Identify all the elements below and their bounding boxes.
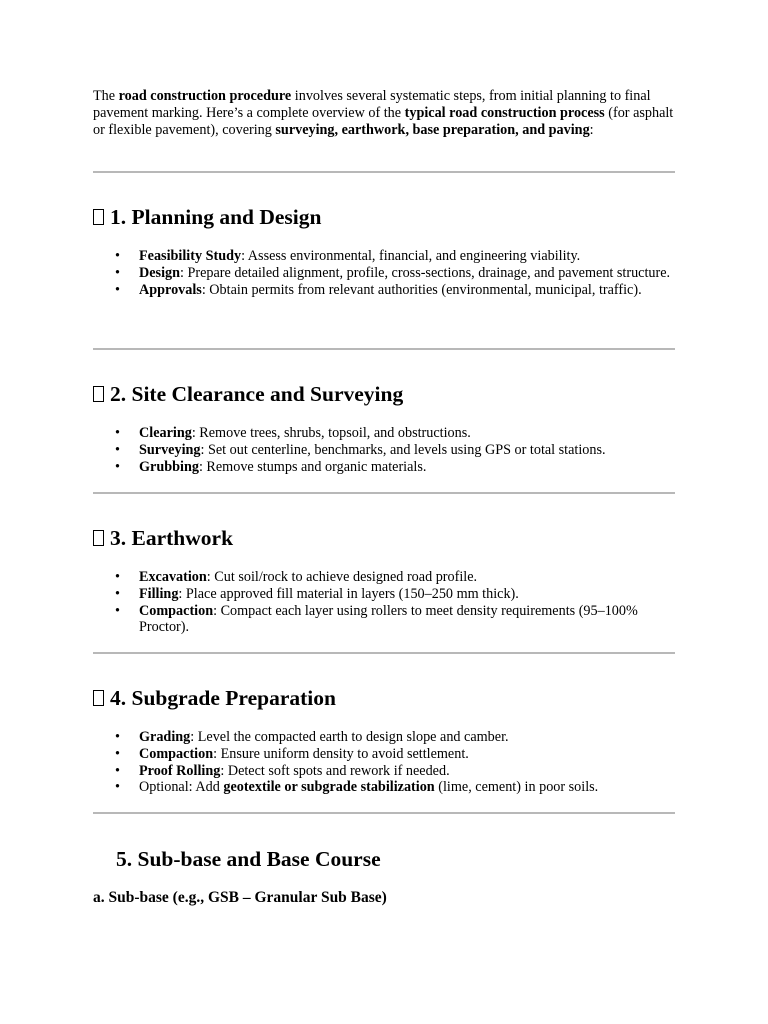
divider bbox=[93, 348, 675, 350]
item-text: : Place approved fill material in layers (150–250 mm thick). bbox=[178, 585, 519, 602]
section-heading-subgrade bbox=[93, 685, 336, 711]
item-text: : Prepare detailed alignment, profile, cross-sections, drainage, and pavement structure. bbox=[180, 264, 671, 281]
item-term: Feasibility Study bbox=[139, 248, 242, 264]
item-text: : Remove trees, shrubs, topsoil, and obstructions. bbox=[191, 425, 471, 441]
section-list-clearance bbox=[93, 425, 679, 475]
list-item bbox=[139, 265, 679, 282]
intro-text: : bbox=[589, 122, 594, 138]
item-term: Compaction bbox=[139, 602, 214, 619]
item-term: Grading bbox=[139, 729, 191, 745]
section-title: 3. Earthwork bbox=[110, 526, 234, 550]
divider bbox=[93, 652, 675, 654]
divider bbox=[93, 812, 675, 814]
intro-paragraph bbox=[93, 88, 678, 139]
section-heading-clearance bbox=[93, 381, 403, 407]
item-text: : Detect soft spots and rework if needed. bbox=[220, 762, 450, 779]
list-item bbox=[139, 569, 679, 586]
missing-glyph-icon bbox=[93, 530, 104, 546]
item-text: : Assess environmental, financial, and engineering viability. bbox=[241, 248, 581, 264]
list-item bbox=[139, 586, 679, 603]
item-term: Clearing bbox=[139, 425, 192, 441]
intro-text: (for asphalt or flexible pavement), covering bbox=[93, 105, 674, 138]
missing-glyph-icon bbox=[93, 386, 104, 402]
item-term: Approvals bbox=[139, 281, 202, 298]
list-item bbox=[139, 746, 679, 763]
divider bbox=[93, 171, 675, 173]
list-item bbox=[139, 603, 679, 637]
subheading-subbase: a. Sub-base (e.g., GSB – Granular Sub Base) bbox=[93, 889, 387, 906]
item-term: geotextile or subgrade stabilization bbox=[223, 779, 435, 796]
section-title: 5. Sub-base and Base Course bbox=[116, 847, 381, 871]
section-title: 2. Site Clearance and Surveying bbox=[110, 382, 404, 406]
list-item bbox=[139, 282, 679, 299]
item-text: : Obtain permits from relevant authorities (environmental, municipal, traffic). bbox=[201, 281, 642, 298]
list-item bbox=[139, 729, 679, 746]
item-text: : Compact each layer using rollers to meet density requirements (95–100% Proctor). bbox=[139, 602, 638, 636]
item-text: : Ensure uniform density to avoid settlement. bbox=[213, 745, 469, 762]
missing-glyph-icon bbox=[93, 209, 104, 225]
intro-bold: surveying, earthwork, base preparation, and paving bbox=[275, 122, 590, 138]
item-term: Grubbing bbox=[139, 458, 199, 475]
intro-bold: typical road construction process bbox=[404, 105, 605, 121]
missing-glyph-icon bbox=[93, 690, 104, 706]
item-term: Design bbox=[139, 264, 180, 281]
intro-text: The bbox=[93, 88, 119, 104]
intro-text: involves several systematic steps, from initial planning to final pavement marking. Here’s a complete overview of the bbox=[93, 88, 651, 121]
list-item bbox=[139, 779, 679, 796]
section-title: 1. Planning and Design bbox=[110, 205, 322, 229]
section-heading-planning bbox=[93, 204, 321, 230]
list-item bbox=[139, 763, 679, 780]
item-text: : Cut soil/rock to achieve designed road profile. bbox=[206, 569, 478, 585]
item-text: : Set out centerline, benchmarks, and levels using GPS or total stations. bbox=[200, 441, 606, 458]
intro-bold: road construction procedure bbox=[118, 88, 292, 104]
section-list-earthwork bbox=[93, 569, 679, 636]
item-term: Filling bbox=[139, 585, 179, 602]
item-term: Proof Rolling bbox=[139, 762, 221, 779]
item-text: Optional: Add bbox=[139, 779, 224, 796]
item-text: : Remove stumps and organic materials. bbox=[198, 458, 427, 475]
item-term: Surveying bbox=[139, 441, 201, 458]
section-list-planning bbox=[93, 248, 679, 298]
divider bbox=[93, 492, 675, 494]
section-heading-subbase bbox=[116, 846, 381, 872]
list-item bbox=[139, 248, 679, 265]
item-term: Compaction bbox=[139, 745, 214, 762]
list-item bbox=[139, 425, 679, 442]
item-term: Excavation bbox=[139, 569, 207, 585]
section-title: 4. Subgrade Preparation bbox=[110, 686, 336, 710]
item-text: (lime, cement) in poor soils. bbox=[434, 779, 599, 796]
list-item bbox=[139, 442, 679, 459]
section-heading-earthwork bbox=[93, 525, 233, 551]
item-text: : Level the compacted earth to design slope and camber. bbox=[190, 729, 509, 745]
list-item bbox=[139, 459, 679, 476]
section-list-subgrade bbox=[93, 729, 679, 796]
